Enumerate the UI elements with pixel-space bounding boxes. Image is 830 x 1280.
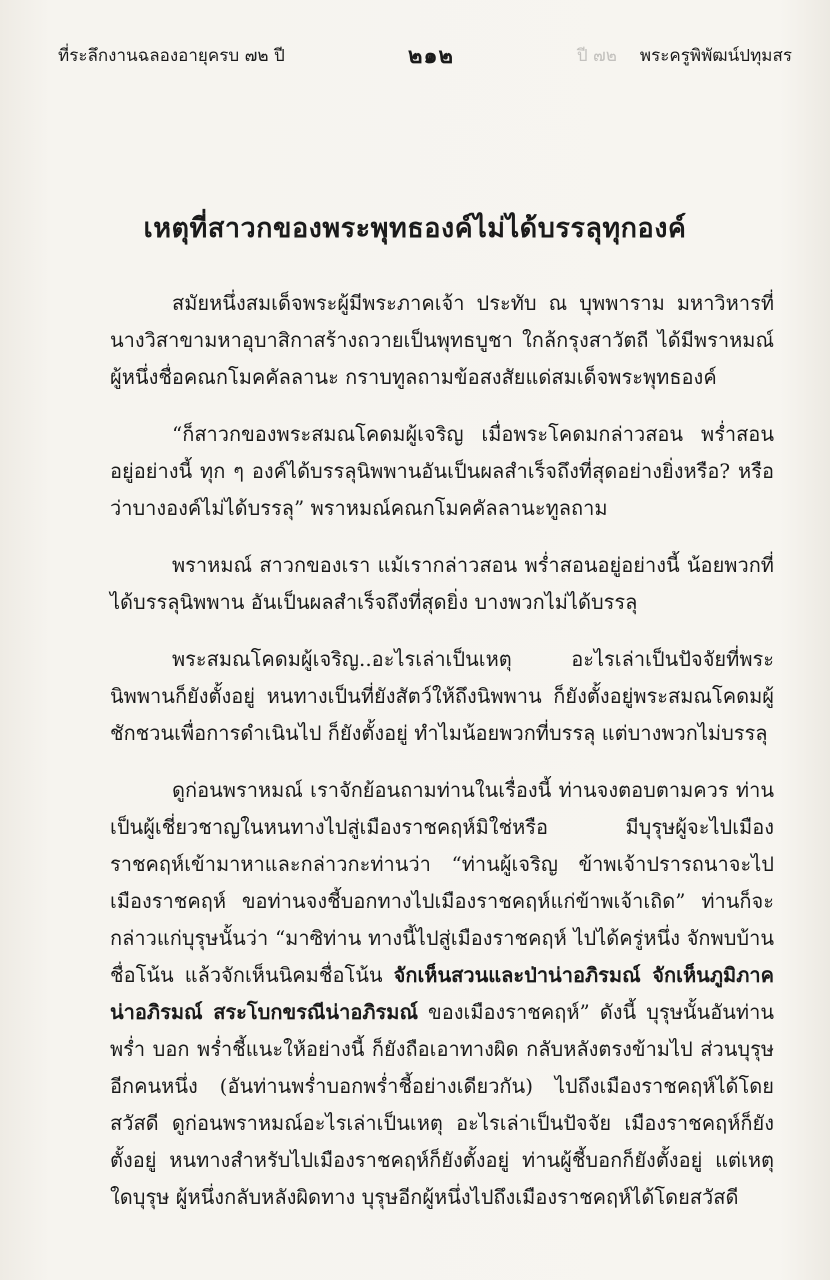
- paragraph-5-bold: จักเห็นสวนและป่าน่าอภิรมณ์ จักเห็นภูมิภาคน่าอภิรมณ์ สระโบกขรณีน่าอภิรมณ์: [110, 963, 774, 1024]
- paragraph-3: พราหมณ์ สาวกของเรา แม้เรากล่าวสอน พร่ำสอนอยู่อย่างนี้ น้อยพวกที่ได้บรรลุนิพพาน อันเป็นผลสำเร็จถึงที่สุดยิ่ง บางพวกไม่ได้บรรลุ: [110, 553, 774, 614]
- paragraph-4: พระสมณโคดมผู้เจริญ..อะไรเล่าเป็นเหตุ อะไรเล่าเป็นปัจจัยที่พระนิพพานก็ยังตั้งอยู่ หนทางเป็นที่ยังสัตว์ให้ถึงนิพพาน ก็ยังตั้งอยู่พระสมณโคดมผู้ชักชวนเพื่อการดำเนินไป ก็ยังตั้งอยู่ ทำไมน้อยพวกที่บรรลุ แต่บางพวกไม่บรรลุ: [110, 647, 774, 745]
- paragraph-5-part2: ของเมืองราชคฤห์” ดังนี้ บุรุษนั้นอันท่านพร่ำ บอก พร่ำชี้แนะให้อย่างนี้ ก็ยังถือเอาทางผิด กลับหลังตรงข้ามไป ส่วนบุรุษอีกคนหนึ่ง (อันท่านพร่ำบอกพร่ำชี้อย่างเดียวกัน) ไปถึงเมืองราชคฤห์ได้โดยสวัสดี ดูก่อนพราหมณ์อะไรเล่าเป็นเหตุ อะไรเล่าเป็นปัจจัย เมืองราชคฤห์ก็ยังตั้งอยู่ หนทางสำหรับไปเมืองราชคฤห์ก็ยังตั้งอยู่ ท่านผู้ชี้บอกก็ยังตั้งอยู่ แต่เหตุใดบุรุษ ผู้หนึ่งกลับหลังผิดทาง บุรุษอีกผู้หนึ่งไปถึงเมืองราชคฤห์ได้โดยสวัสดี: [110, 1000, 774, 1209]
- running-header: [58, 38, 792, 78]
- paragraph-5-part1: ดูก่อนพราหมณ์ เราจักย้อนถามท่านในเรื่องนี้ ท่านจงตอบตามควร ท่านเป็นผู้เชี่ยวชาญในหนทางไปสู่เมืองราชคฤห์มิใช่หรือ มีบุรุษผู้จะไปเมืองราชคฤห์เข้ามาหาและกล่าวกะท่านว่า “ท่านผู้เจริญ ข้าพเจ้าปรารถนาจะไปเมืองราชคฤห์ ขอท่านจงชี้บอกทางไปเมืองราชคฤห์แก่ข้าพเจ้าเถิด” ท่านก็จะกล่าวแก่บุรุษนั้นว่า “มาซิท่าน ทางนี้ไปสู่เมืองราชคฤห์ ไปได้ครู่หนึ่ง จักพบบ้านชื่อโน้น แล้วจักเห็นนิคมชื่อโน้น: [110, 778, 774, 987]
- paragraph-1: สมัยหนึ่งสมเด็จพระผู้มีพระภาคเจ้า ประทับ ณ บุพพาราม มหาวิหารที่นางวิสาขามหาอุบาสิกาสร้างถวายเป็นพุทธบูชา ใกล้กรุงสาวัตถี ได้มีพราหมณ์ผู้หนึ่งชื่อคณกโมคคัลลานะ กราบทูลถามข้อสงสัยแด่สมเด็จพระพุทธองค์: [110, 291, 774, 389]
- header-left: ที่ระลึกงานฉลองอายุครบ ๗๒ ปี: [58, 46, 285, 66]
- header-right: พระครูพิพัฒน์ปทุมสร: [639, 46, 792, 66]
- header-ghost: ปี ๗๒: [576, 46, 617, 66]
- page-number: ๒๑๒: [408, 43, 454, 69]
- chapter-title: เหตุที่สาวกของพระพุทธองค์ไม่ได้บรรลุทุกองค์: [143, 213, 687, 244]
- paragraph-5: [110, 772, 774, 1216]
- paragraph-2: “ก็สาวกของพระสมณโคดมผู้เจริญ เมื่อพระโคดมกล่าวสอน พร่ำสอนอยู่อย่างนี้ ทุก ๆ องค์ได้บรรลุนิพพานอันเป็นผลสำเร็จถึงที่สุดอย่างยิ่งหรือ? หรือว่าบางองค์ไม่ได้บรรลุ” พราหมณ์คณกโมคคัลลานะทูลถาม: [110, 422, 774, 520]
- body-text: [110, 285, 774, 1236]
